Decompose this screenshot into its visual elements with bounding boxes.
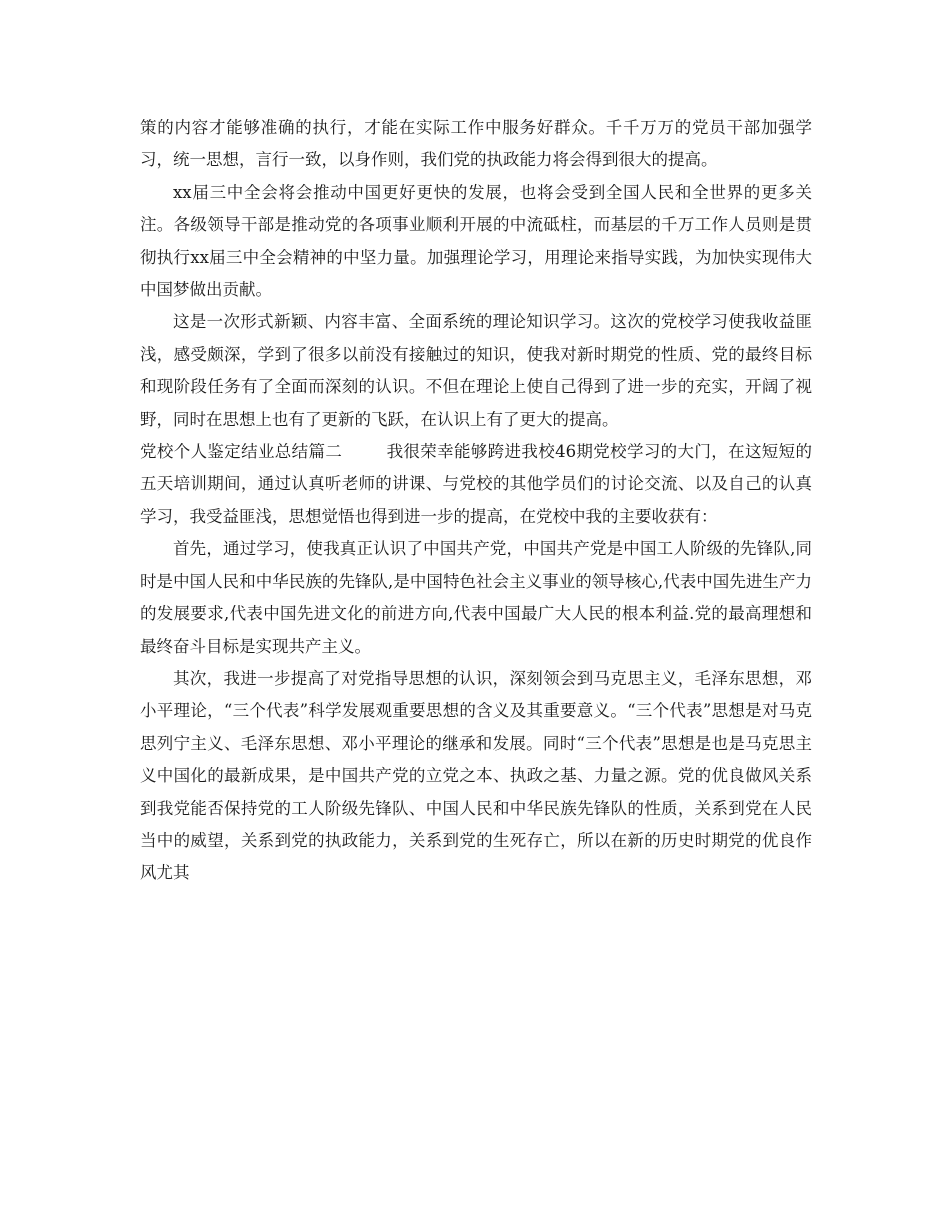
- paragraph: xx届三中全会将会推动中国更好更快的发展，也将会受到全国人民和全世界的更多关注。各级领导干部是推动党的各项事业顺利开展的中流砥柱，而基层的千万工作人员则是贯彻执行xx届三中全会精神的中坚力量。加强理论学习，用理论来指导实践，为加快实现伟大中国梦做出贡献。: [140, 182, 812, 300]
- paragraph: 其次，我进一步提高了对党指导思想的认识，深刻领会到马克思主义，毛泽东思想，邓小平理论，“三个代表”科学发展观重要思想的含义及其重要意义。“三个代表”思想是对马克思列宁主义、毛泽东思想、邓小平理论的继承和发展。同时“三个代表”思想是也是马克思主义中国化的最新成果，是中国共产党的立党之本、执政之基、力量之源。党的优良做风关系到我党能否保持党的工人阶级先锋队、中国人民和中华民族先锋队的性质，关系到党在人民当中的威望，关系到党的执政能力，关系到党的生死存亡，所以在新的历史时期党的优良作风尤其: [140, 668, 812, 883]
- section-paragraph: [140, 436, 812, 533]
- document-body: [140, 112, 812, 890]
- paragraph: 首先，通过学习，使我真正认识了中国共产党，中国共产党是中国工人阶级的先锋队,同时是中国人民和中华民族的先锋队,是中国特色社会主义事业的领导核心,代表中国先进生产力的发展要求,代表中国先进文化的前进方向,代表中国最广大人民的根本利益.党的最高理想和最终奋斗目标是实现共产主义。: [140, 539, 812, 656]
- section-title: 党校个人鉴定结业总结篇二: [140, 442, 343, 462]
- section-intro: 我很荣幸能够跨进我校46期党校学习的大门，在这短短的五天培训期间，通过认真听老师的讲课、与党校的其他学员们的讨论交流、以及自己的认真学习，我受益匪浅，思想觉悟也得到进一步的提高，在党校中我的主要收获有：: [140, 442, 812, 526]
- paragraph-continued: 策的内容才能够准确的执行，才能在实际工作中服务好群众。千千万万的党员干部加强学习，统一思想，言行一致，以身作则，我们党的执政能力将会得到很大的提高。: [140, 118, 812, 170]
- paragraph: 这是一次形式新颖、内容丰富、全面系统的理论知识学习。这次的党校学习使我收益匪浅，感受颇深，学到了很多以前没有接触过的知识，使我对新时期党的性质、党的最终目标和现阶段任务有了全面而深刻的认识。不但在理论上使自己得到了进一步的充实，开阔了视野，同时在思想上也有了更新的飞跃，在认识上有了更大的提高。: [140, 312, 812, 429]
